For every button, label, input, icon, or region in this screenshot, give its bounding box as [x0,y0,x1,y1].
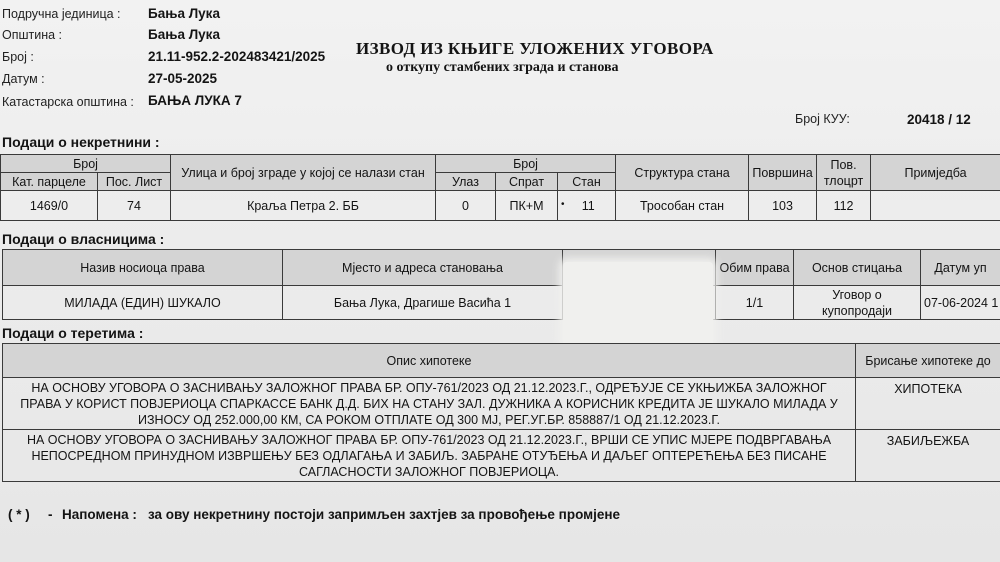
redaction-blur [563,262,713,346]
cell-street: Краља Петра 2. ББ [171,191,436,221]
section-title-owners: Подаци о власницима : [2,231,165,247]
header-cell-number-2: Број [436,155,616,173]
cell-cadastral-parcel: 1469/0 [1,191,98,221]
field-label-municipality: Општина : [2,28,63,42]
table-row [3,286,1000,320]
header-cell-structure: Структура стана [616,155,749,191]
note-mark: ( * ) [8,507,30,522]
cell-annotation-description: НА ОСНОВУ УГОВОРА О ЗАСНИВАЊУ ЗАЛОЖНОГ ПРАВА БР. ОПУ-761/2023 ОД 21.12.2023.Г., ВРШИ СЕ УПИС МЈЕРЕ ПОДВРГАВАЊА НЕПОСРЕДНОМ ПРИНУДНОМ ИЗВРШЕЊУ БЕЗ ОДЛАГАЊА И ЗАБИЉ. ЗАБРАНЕ ОТУЂЕЊА И ДАЉЕГ ОПТЕРЕЋЕЊА БЕЗ ПИСАНЕ САГЛАСНОСТИ ЗАЛОЖНОГ ПОВЈЕРИОЦА. [3,430,856,482]
header-cell-mortgage-deletion: Брисање хипотеке до [856,344,1000,378]
apartment-number: 11 [581,198,595,213]
cell-annotation-type: ЗАБИЉЕЖБА [856,430,1000,482]
header-cell-entrance: Улаз [436,173,496,191]
header-cell-floor-area: Пов. тлоцрт [817,155,871,191]
cell-scope: 1/1 [716,286,794,320]
cell-holder-name: МИЛАДА (ЕДИН) ШУКАЛО [3,286,283,320]
field-value-municipality: Бања Лука [148,27,220,42]
header-cell-floor: Спрат [496,173,558,191]
header-cell-scope: Обим права [716,250,794,286]
cell-entrance: 0 [436,191,496,221]
header-cell-property-sheet: Пос. Лист [98,173,171,191]
cell-mortgage-type: ХИПОТЕКА [856,378,1000,430]
table-row [1,191,1000,221]
document-title: ИЗВОД ИЗ КЊИГЕ УЛОЖЕНИХ УГОВОРА [356,39,714,58]
cell-area: 103 [749,191,817,221]
field-label-number: Број : [2,50,34,64]
cell-entry-date: 07-06-2024 1 [921,286,1000,320]
header-cell-street: Улица и број зграде у којој се налази стан [171,155,436,191]
table-row [3,378,1000,430]
field-value-date: 27-05-2025 [148,71,218,86]
kuu-value: 20418 / 12 [907,112,971,127]
section-title-property: Подаци о некретнини : [2,134,160,150]
encumbrances-table [2,343,1000,482]
cell-floor: ПК+М [496,191,558,221]
header-cell-holder: Назив носиоца права [3,250,283,286]
owners-table [2,249,1000,320]
header-cell-remark: Примједба [871,155,1000,191]
field-label-regional-unit: Подручна јединица : [2,7,121,21]
field-label-date: Датум : [2,72,45,86]
cell-mortgage-description: НА ОСНОВУ УГОВОРА О ЗАСНИВАЊУ ЗАЛОЖНОГ ПРАВА БР. ОПУ-761/2023 ОД 21.12.2023.Г., ОДРЕЂУЈЕ СЕ УКЊИЖБА ЗАЛОЖНОГ ПРАВА У КОРИСТ ПОВЈЕРИОЦА СПАРКАССЕ БАНК Д.Д. БИХ НА СТАНУ ЗАЛ. ДУЖНИКА А КОРИСНИК КРЕДИТА ЈЕ ШУКАЛО МИЛАДА У ИЗНОСУ ОД 252.000,00 КМ, СА РОКОМ ОТПЛАТЕ ОД 300 МЈ, РЕГ.УГ.БР. 858887/1 ОД 21.12.2023.Г. [3,378,856,430]
header-cell-number: Број [1,155,171,173]
header-cell-mortgage-description: Опис хипотеке [3,344,856,378]
header-cell-acquisition: Основ стицања [794,250,921,286]
note-label: Напомена : [62,507,137,522]
header-cell-area: Површина [749,155,817,191]
field-value-regional-unit: Бања Лука [148,6,220,21]
header-cell-cadastral-parcel: Кат. парцеле [1,173,98,191]
apartment-mark: • [561,198,565,210]
header-cell-apartment: Стан [558,173,616,191]
header-cell-address: Мјесто и адреса становања [283,250,563,286]
cell-remark [871,191,1000,221]
cell-property-sheet: 74 [98,191,171,221]
header-cell-entry-date: Датум уп [921,250,1000,286]
document-subtitle: о откупу стамбених зграда и станова [386,60,619,75]
kuu-label: Број КУУ: [795,112,850,126]
field-value-cadastral-municipality: БАЊА ЛУКА 7 [148,93,242,108]
cell-acquisition: Уговор о купопродаји [794,286,921,320]
cell-structure: Трособан стан [616,191,749,221]
cell-apartment [558,191,616,221]
table-row [3,430,1000,482]
note-dash: - [48,507,53,522]
section-title-encumbrances: Подаци о теретима : [2,325,144,341]
cell-address: Бања Лука, Драгише Васића 1 [283,286,563,320]
field-value-number: 21.11-952.2-202483421/2025 [148,49,326,64]
property-table [0,154,1000,221]
field-label-cadastral-municipality: Катастарска општина : [2,95,134,109]
cell-floor-area: 112 [817,191,871,221]
note-text: за ову некретнину постоји запримљен захтјев за провођење промјене [148,507,621,522]
